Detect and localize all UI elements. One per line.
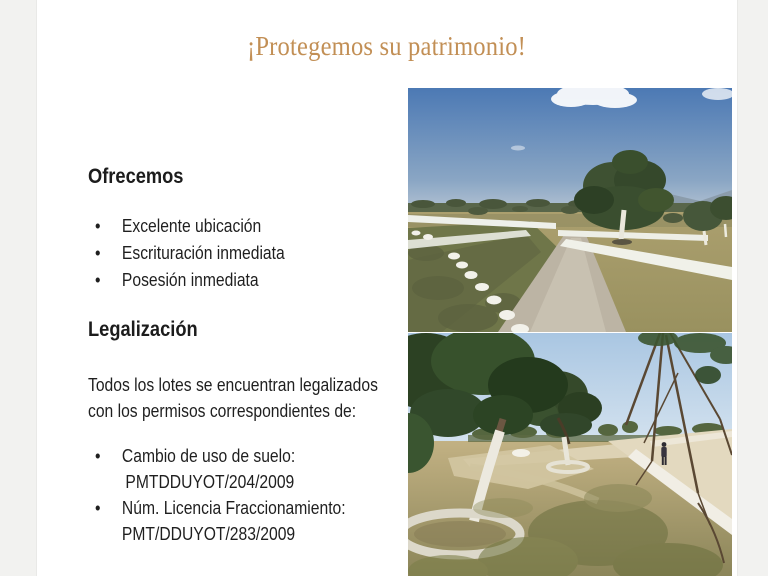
offer-item-label: Escrituración inmediata xyxy=(121,243,285,263)
permit-number: PMT/DDUYOT/283/2009 xyxy=(121,524,296,544)
permit-label: Cambio de uso de suelo: xyxy=(121,446,296,466)
list-item xyxy=(88,240,285,267)
bullet-icon: • xyxy=(94,243,101,263)
legal-intro-line: Todos los lotes se encuentran legalizados xyxy=(88,375,378,395)
legal-intro xyxy=(88,372,378,424)
photo-lots-trees xyxy=(408,333,732,576)
list-item xyxy=(88,267,285,294)
list-item xyxy=(88,213,285,240)
left-margin-strip xyxy=(0,0,37,576)
bullet-icon: • xyxy=(94,216,101,236)
legal-heading: Legalización xyxy=(88,318,198,341)
page-title: ¡Protegemos su patrimonio! xyxy=(246,31,527,61)
offers-heading: Ofrecemos xyxy=(88,165,184,188)
list-item xyxy=(88,495,346,547)
right-margin-strip xyxy=(737,0,768,576)
text-column xyxy=(88,150,427,570)
list-item xyxy=(88,443,346,495)
offer-item-label: Excelente ubicación xyxy=(121,216,262,236)
bullet-icon: • xyxy=(94,446,101,466)
permit-number: PMTDDUYOT/204/2009 xyxy=(125,472,295,492)
legal-list xyxy=(88,443,346,547)
offers-list xyxy=(88,213,285,294)
offer-item-label: Posesión inmediata xyxy=(121,270,259,290)
legal-intro-line: con los permisos correspondientes de: xyxy=(88,401,357,421)
permit-label: Núm. Licencia Fraccionamiento: xyxy=(121,498,346,518)
bullet-icon: • xyxy=(94,498,101,518)
photo-land-roads xyxy=(408,88,732,332)
bullet-icon: • xyxy=(94,270,101,290)
